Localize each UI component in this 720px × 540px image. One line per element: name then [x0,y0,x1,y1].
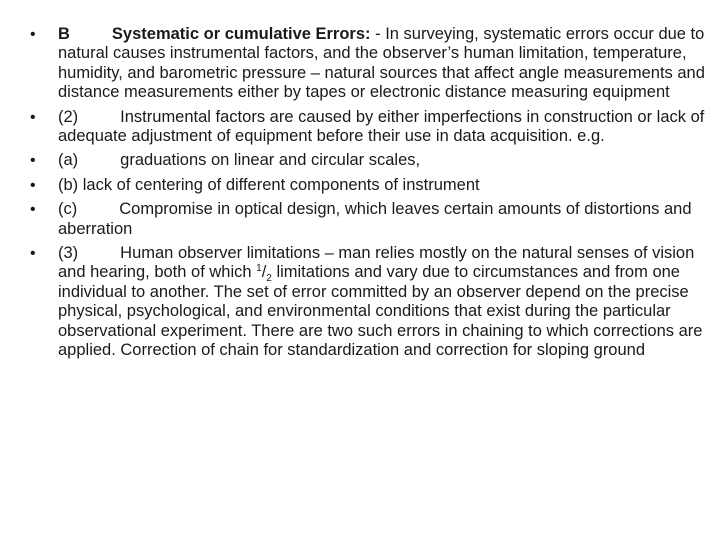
item-text: Compromise in optical design, which leaves certain amounts of distortions and aberration [58,200,692,238]
list-item [30,151,705,170]
list-item [30,200,705,239]
item-text: graduations on linear and circular scales, [120,151,421,170]
item-marker: (2) [58,107,79,126]
bullet-icon: • [30,108,36,126]
bullet-icon: • [30,152,36,170]
list-item [30,244,705,360]
list-item [30,176,705,195]
item-heading: Systematic or cumulative Errors: [111,25,371,43]
bullet-list [30,25,705,366]
item-marker: B [58,25,70,43]
item-text: Instrumental factors are caused by either imperfections in construction or lack of adequate adjustment of equipment before their use in data acquisition. e.g. [58,107,705,146]
fraction-numerator: 1 [256,263,262,275]
bullet-icon: • [30,201,36,219]
bullet-icon: • [30,245,36,263]
item-text-continued: limitations and vary due to circumstances and from one individual to another. The set of error committed by an observer depend on the precise physical, psychological, and environmental conditions that exist during the particular observational experiment. There are two such errors in chaining to which corrections are applied. Correction of chain for standardization and correction for sloping ground [58,263,703,360]
item-marker: (a) [58,151,79,170]
list-item [30,25,705,103]
bullet-icon: • [30,176,36,194]
item-marker: (3) [58,244,79,263]
fraction-denominator: 2 [266,273,272,285]
item-text: - In surveying, systematic errors occur due to natural causes instrumental factors, and the observer’s human limitation, temperature, humidity, and barometric pressure – natural sources that affect angle measurements and distance measurements either by tapes or electronic distance measuring equipment [58,25,705,102]
fraction-slash: / [261,263,267,282]
bullet-icon: • [30,26,36,43]
list-item [30,108,705,147]
item-marker: (c) [58,200,78,219]
item-text: (b) lack of centering of different components of instrument [58,175,480,194]
item-text: Human observer limitations – man relies mostly on the natural senses of vision and hearing, both of which [58,244,695,282]
